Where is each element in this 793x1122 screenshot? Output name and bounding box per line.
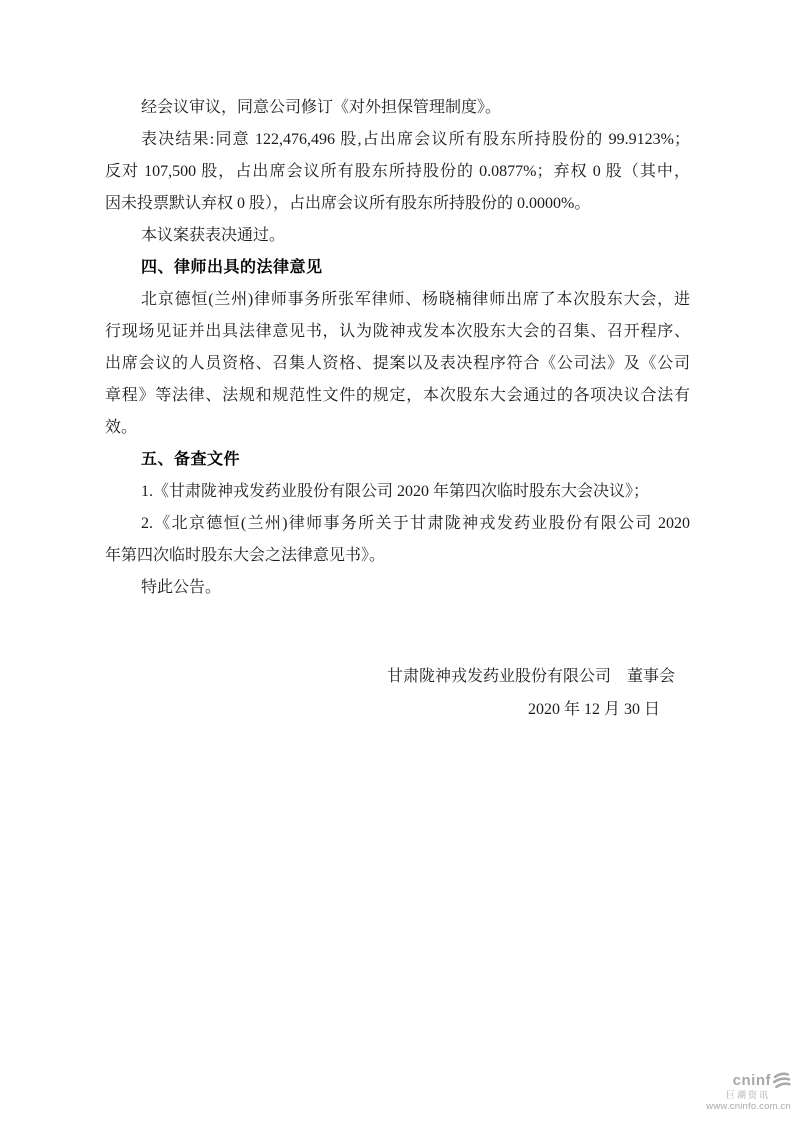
resolution-approval-line: 经会议审议，同意公司修订《对外担保管理制度》。: [141, 99, 502, 116]
cninfo-swirl-icon: [772, 1072, 791, 1089]
cninfo-watermark: [706, 1072, 791, 1112]
legal-opinion-line: 章程》等法律、法规和规范性文件的规定，本次股东大会通过的各项决议合法有: [105, 387, 690, 404]
signature-company: 甘肃陇神戎发药业股份有限公司 董事会: [386, 668, 675, 685]
legal-opinion-line: 北京德恒(兰州)律师事务所张军律师、杨晓楠律师出席了本次股东大会，进: [141, 291, 690, 308]
document-item-2-continued: 年第四次临时股东大会之法律意见书》。: [105, 547, 386, 564]
legal-opinion-line: 效。: [105, 419, 138, 436]
cninfo-brand-text: cninf: [732, 1071, 771, 1089]
section-heading-documents: 五、备查文件: [141, 451, 241, 468]
vote-result-line: 因未投票默认弃权 0 股），占出席会议所有股东所持股份的 0.0000%。: [105, 195, 591, 212]
signature-block: [105, 660, 690, 726]
resolution-passed-line: 本议案获表决通过。: [141, 227, 286, 244]
signature-date: 2020 年 12 月 30 日: [527, 701, 660, 718]
announcement-closing: 特此公告。: [141, 579, 222, 596]
legal-opinion-line: 行现场见证并出具法律意见书，认为陇神戎发本次股东大会的召集、召开程序、: [105, 323, 690, 340]
legal-opinion-line: 出席会议的人员资格、召集人资格、提案以及表决程序符合《公司法》及《公司: [105, 355, 690, 372]
vote-result-line: 表决结果:同意 122,476,496 股,占出席会议所有股东所持股份的 99.9123%；: [141, 131, 690, 148]
document-item-1: 1.《甘肃陇神戎发药业股份有限公司 2020 年第四次临时股东大会决议》；: [141, 483, 650, 500]
section-heading-legal-opinion: 四、律师出具的法律意见: [141, 259, 323, 276]
document-body: [105, 92, 690, 604]
cninfo-url: www.cninfo.com.cn: [706, 1101, 791, 1112]
document-item-2: 2.《北京德恒(兰州)律师事务所关于甘肃陇神戎发药业股份有限公司 2020: [141, 515, 690, 532]
vote-result-line: 反对 107,500 股，占出席会议所有股东所持股份的 0.0877%；弃权 0 股（其中，: [105, 163, 690, 180]
cninfo-name-cn: 巨潮资讯: [725, 1090, 770, 1100]
